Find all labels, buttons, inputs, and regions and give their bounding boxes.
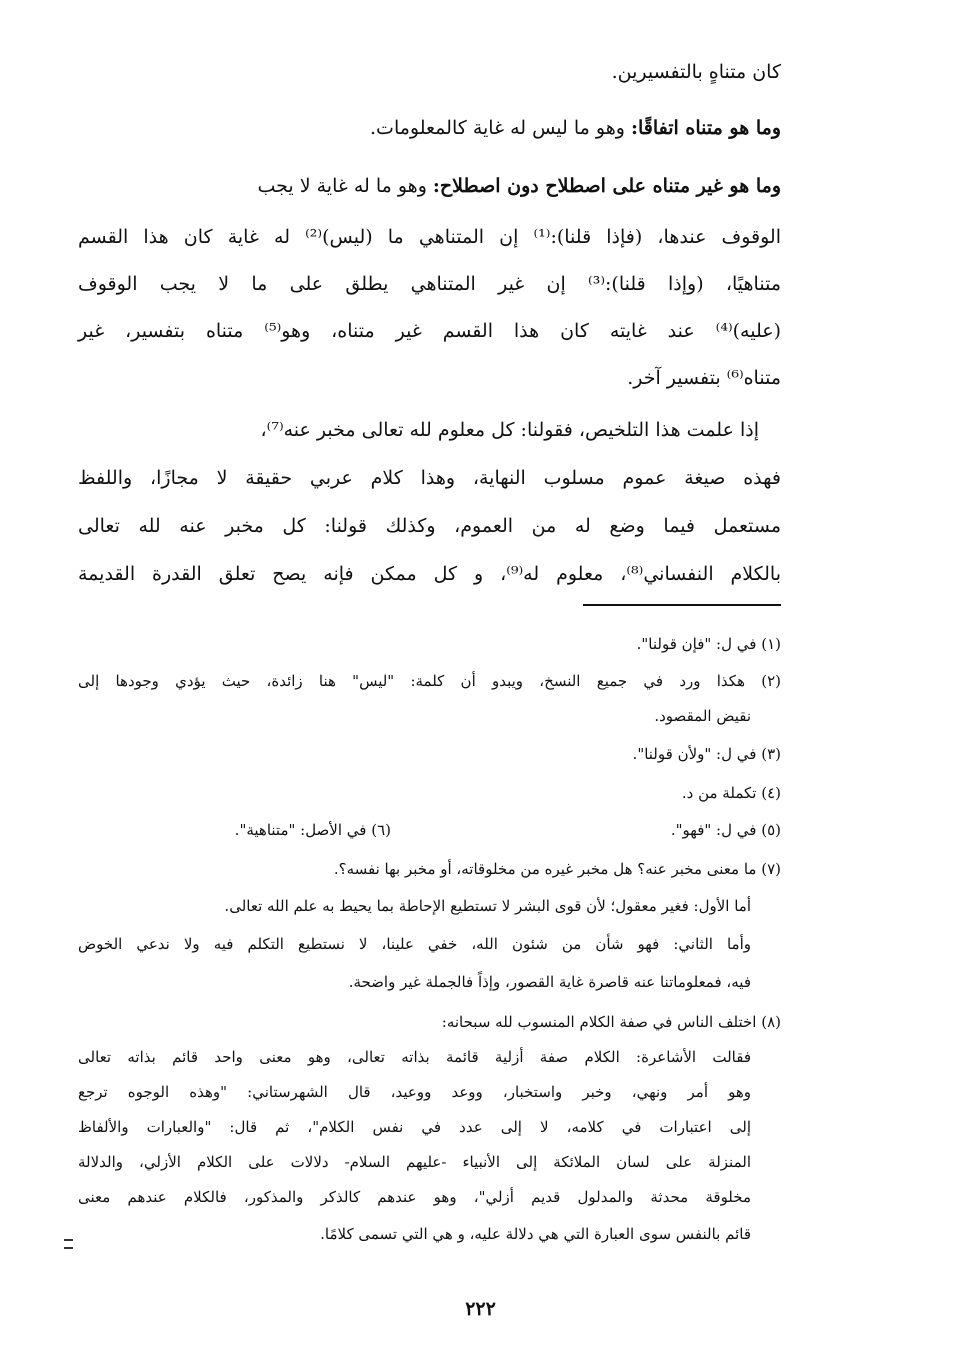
main-text-line: [370, 117, 781, 139]
footnote: (٥) في ل: "فهو".: [670, 821, 781, 839]
footnote: (٣) في ل: "ولأن قولنا".: [632, 745, 781, 763]
footnote: نقيض المقصود.: [654, 707, 751, 725]
definition-text: وهو ما ليس له غاية كالمعلومات.: [370, 117, 631, 139]
footnote: (١) في ل: "فإن قولنا".: [636, 635, 781, 653]
footnote-separator: [583, 604, 781, 606]
main-text-line: الوقوف عندها، (فإذا قلنا):⁽¹⁾ إن المتناهي ما (ليس)⁽²⁾ له غاية كان هذا القسم: [78, 226, 781, 248]
definition-term: وما هو متناه اتفاقًا:: [630, 117, 781, 139]
definition-text: وهو ما له غاية لا يجب: [257, 175, 433, 197]
footnote: المنزلة على لسان الملائكة إلى الأنبياء -عليهم السلام- دلالات على الكلام الأزلي، والدلالة: [78, 1153, 751, 1171]
footnote: فقالت الأشاعرة: الكلام صفة أزلية قائمة بذاته تعالى، وهو معنى واحد قائم بذاته تعالى: [78, 1048, 751, 1066]
footnote: مخلوقة محدثة والمدلول قديم أزلي"، وهو عندهم كالذكر والمذكور، فالكلام عندهم معنى: [78, 1188, 751, 1206]
definition-term: وما هو غير متناه على اصطلاح دون اصطلاح:: [432, 175, 781, 197]
footnote: (٤) تكملة من د.: [681, 784, 781, 802]
footnote: (٨) اختلف الناس في صفة الكلام المنسوب لله سبحانه:: [441, 1013, 781, 1031]
footnote: (٧) ما معنى مخبر عنه؟ هل مخبر غيره من مخلوقاته، أو مخبر بها نفسه؟.: [333, 860, 781, 878]
main-text-line: [257, 175, 781, 197]
main-text-line: مستعمل فيما وضع له من العموم، وكذلك قولنا: كل مخبر عنه لله تعالى: [78, 515, 781, 537]
footnote: فيه، فمعلوماتنا عنه قاصرة غاية القصور، وإذاً فالجملة غير واضحة.: [348, 973, 751, 991]
main-text-line: فهذه صيغة عموم مسلوب النهاية، وهذا كلام عربي حقيقة لا مجازًا، واللفظ: [78, 467, 781, 489]
footnote: أما الأول: فغير معقول؛ لأن قوى البشر لا تستطيع الإحاطة بما يحيط به علم الله تعالى.: [224, 897, 751, 915]
footnote: (٢) هكذا ورد في جميع النسخ، ويبدو أن كلمة: "ليس" هنا زائدة، حيث يؤدي وجودها إلى: [78, 672, 781, 690]
main-text-line: متناهيًا، (وإذا قلنا):⁽³⁾ إن غير المتناهي يطلق على ما لا يجب الوقوف: [78, 273, 781, 295]
main-text-line: بالكلام النفساني⁽⁸⁾، معلوم له⁽⁹⁾، و كل ممكن فإنه يصح تعلق القدرة القديمة: [78, 563, 781, 585]
main-text-line: إذا علمت هذا التلخيص، فقولنا: كل معلوم لله تعالى مخبر عنه⁽⁷⁾،: [260, 419, 759, 441]
margin-mark: [64, 1239, 73, 1249]
main-text-line: متناه⁽⁶⁾ بتفسير آخر.: [627, 367, 781, 389]
footnote: (٦) في الأصل: "متناهية".: [234, 821, 391, 839]
main-text-line: (عليه)⁽⁴⁾ عند غايته كان هذا القسم غير متناه، وهو⁽⁵⁾ متناه بتفسير، غير: [78, 320, 781, 342]
footnote: وأما الثاني: فهو شأن من شئون الله، خفي علينا، لا نستطيع التكلم فيه ولا ندعي الخوض: [78, 935, 751, 953]
main-text-line: كان متناهٍ بالتفسيرين.: [611, 61, 781, 83]
footnote: إلى اعتبارات في كلامه، لا إلى عدد في نفس الكلام"، ثم قال: "والعبارات والألفاظ: [78, 1118, 751, 1136]
page-number: ٢٢٢: [465, 1298, 496, 1320]
footnote: قائم بالنفس سوى العبارة التي هي دلالة عليه، و هي التي تسمى كلامًا.: [320, 1225, 751, 1243]
footnote: وهو أمر ونهي، وخبر واستخبار، ووعد ووعيد، قال الشهرستاني: "وهذه الوجوه ترجع: [78, 1083, 751, 1101]
